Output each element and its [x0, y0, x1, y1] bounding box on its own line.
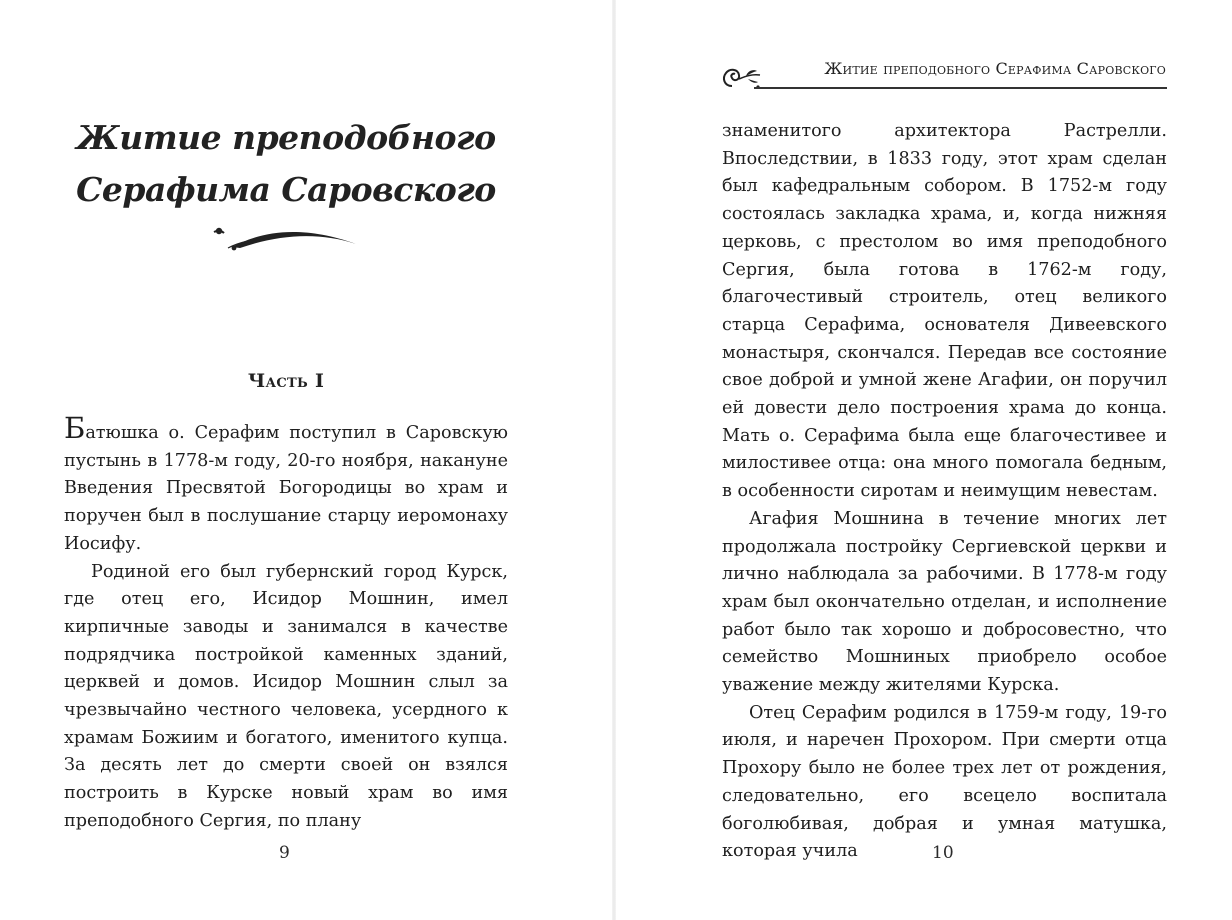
- paragraph-text: атюшка о. Серафим поступил в Саровскую пустынь в 1778-м году, 20-го ноября, накануне Введения Пресвятой Богородицы во храм и поручен был в послушание старцу иеромонаху Иосифу.: [64, 423, 508, 554]
- left-page: [0, 0, 612, 920]
- header-rule: [754, 87, 1167, 89]
- drop-cap: Б: [64, 411, 86, 445]
- running-head: Житие преподобного Серафима Саровского: [824, 59, 1166, 78]
- page-number: 9: [279, 843, 290, 863]
- paragraph: Родиной его был губернский город Курск, где отец его, Исидор Мошнин, имел кирпичные заводы и занимался в качестве подрядчика постройкой каменных зданий, церквей и домов. Исидор Мошнин слыл за чрезвычайно честного человека, усердного к храмам Божиим и богатого, именитого купца. За десять лет до смерти своей он взялся построить в Курске новый храм во имя преподобного Сергия, по плану: [64, 561, 508, 831]
- left-body-text: [64, 411, 508, 836]
- part-heading: Часть I: [247, 370, 325, 392]
- flourish-ornament-icon: [210, 220, 360, 256]
- paragraph: Агафия Мошнина в течение многих лет продолжала постройку Сергиевской церкви и лично наблюдала за рабочими. В 1778-м году храм был окончательно отделан, и исполнение работ было так хорошо и добросовестно, что семейство Мошниных приобрело особое уважение между жителями Курска.: [722, 508, 1167, 696]
- paragraph: знаменитого архитектора Растрелли. Впоследствии, в 1833 году, этот храм сделан был кафедральным собором. В 1752-м году состоялась закладка храма, и, когда нижняя церковь, с престолом во имя преподобного Сергия, была готова в 1762-м году, благочестивый строитель, отец великого старца Серафима, основателя Дивеевского монастыря, скончался. Передав все состояние свое доброй и умной жене Агафии, он поручил ей довести дело построения храма до конца. Мать о. Серафима была еще благочестивее и милостивее отца: она много помогала бедным, в особенности сиротам и неимущим невестам.: [722, 121, 1167, 502]
- page-number: 10: [932, 843, 954, 863]
- swirl-ornament-icon: [720, 60, 764, 96]
- title-line-2: Серафима Саровского: [76, 170, 496, 209]
- paragraph: [64, 411, 508, 559]
- title-line-1: Житие преподобного: [76, 118, 496, 157]
- right-page: [616, 0, 1232, 920]
- chapter-title: [64, 112, 508, 216]
- paragraph: Отец Серафим родился в 1759-м году, 19-го июля, и наречен Прохором. При смерти отца Прохору было не более трех лет от рождения, следовательно, его всецело воспитала боголюбивая, добрая и умная матушка, которая учила: [722, 702, 1167, 862]
- right-body-text: [722, 118, 1167, 866]
